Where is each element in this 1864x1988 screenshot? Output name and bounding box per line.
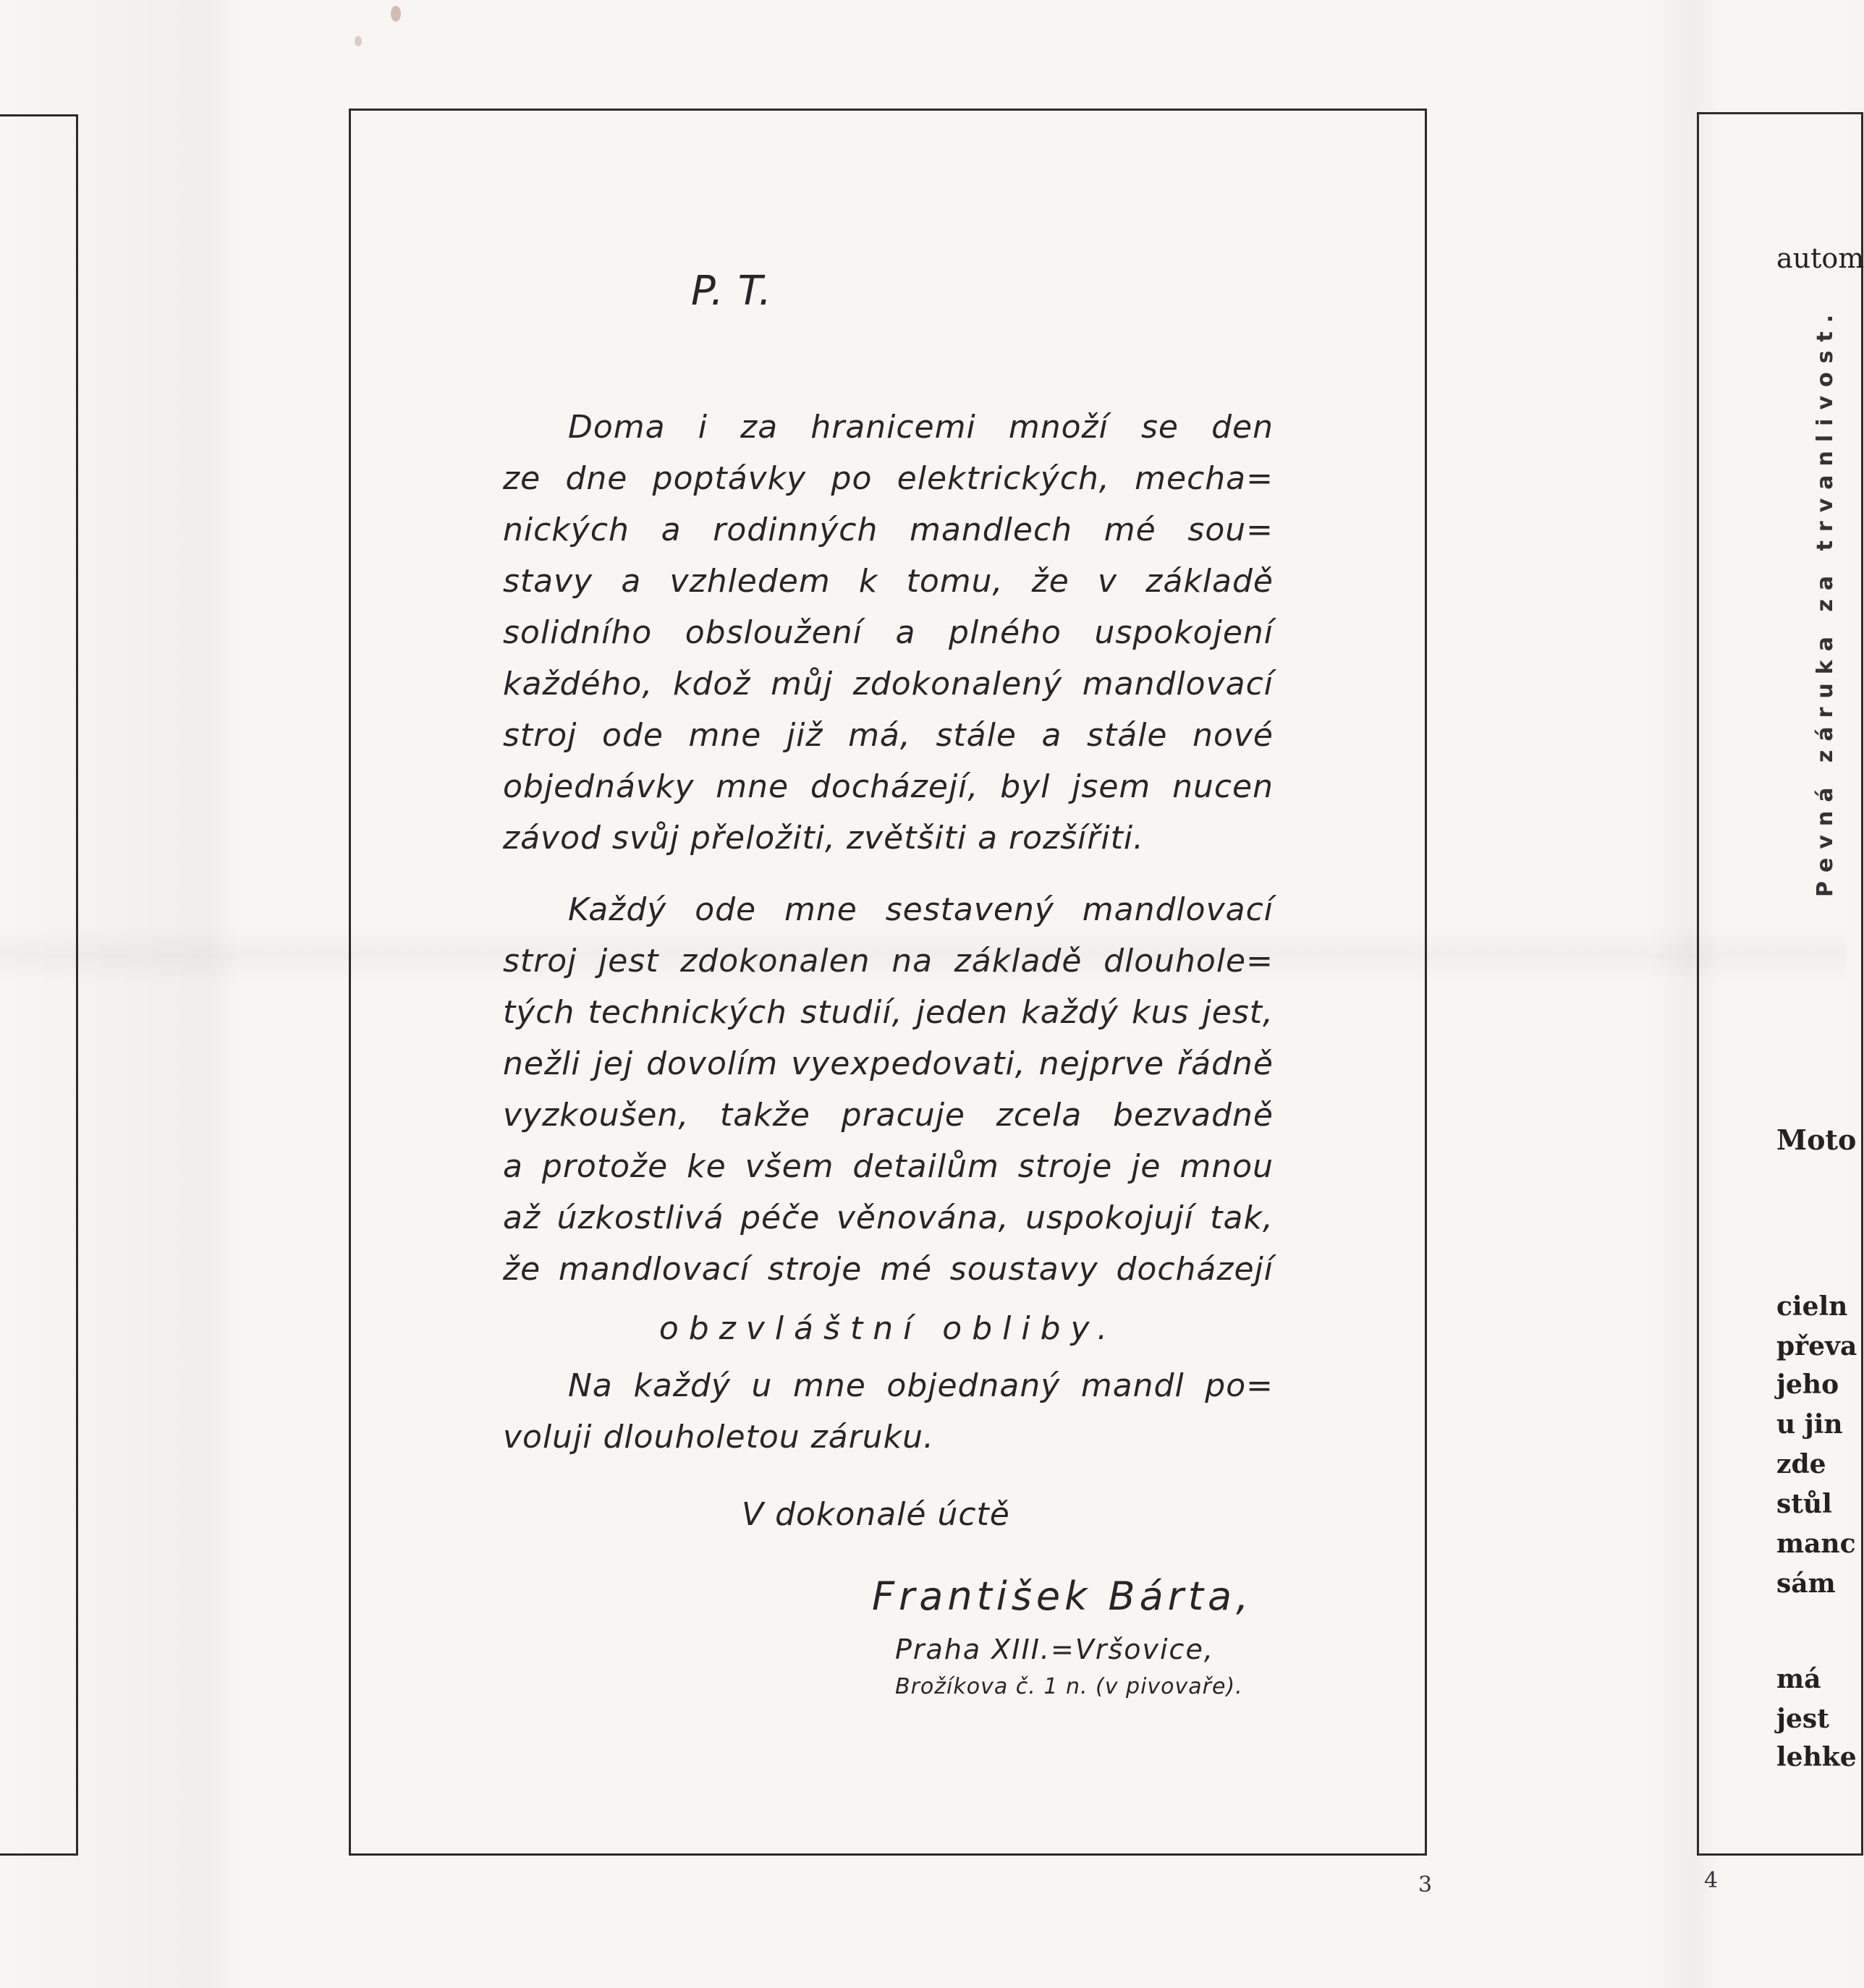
address-line-1: Praha XIII.=Vršovice, bbox=[895, 1634, 1214, 1665]
letter-line: stroj ode mne již má, stále a stále nové bbox=[503, 717, 1274, 754]
letter-line: stroj jest zdokonalen na základě dlouhole= bbox=[503, 943, 1274, 980]
letter-paragraph-1 bbox=[503, 402, 1274, 864]
letter-line: voluji dlouholetou záruku. bbox=[503, 1419, 935, 1456]
letter-line: nežli jej dovolím vyexpedovati, nejprve řádně bbox=[503, 1045, 1274, 1082]
letter-line: tých technických studií, jeden každý kus jest, bbox=[503, 994, 1274, 1031]
right-page-line: zde bbox=[1776, 1449, 1826, 1479]
right-page-top-word: autom bbox=[1776, 242, 1864, 274]
letter-line: každého, kdož můj zdokonalený mandlovací bbox=[503, 666, 1274, 702]
left-page-frame bbox=[0, 114, 78, 1856]
letter-paragraph-3 bbox=[503, 1360, 1274, 1463]
address-line-2: Brožíkova č. 1 n. (v pivovaře). bbox=[895, 1674, 1243, 1699]
letter-line: nických a rodinných mandlech mé sou= bbox=[503, 511, 1274, 548]
right-page-heading: Moto bbox=[1776, 1123, 1857, 1156]
letter-line: až úzkostlivá péče věnována, uspokojují tak, bbox=[503, 1199, 1274, 1236]
emphasis-line: obzvláštní obliby. bbox=[658, 1310, 1118, 1347]
letter-salutation: P. T. bbox=[691, 268, 773, 315]
right-page-line: jest bbox=[1776, 1704, 1829, 1734]
letter-closing: V dokonalé úctě bbox=[742, 1496, 1010, 1533]
letter-line: stavy a vzhledem k tomu, že v základě bbox=[503, 563, 1274, 600]
letter-line: závod svůj přeložiti, zvětšiti a rozšířiti. bbox=[503, 820, 1145, 857]
letter-line: Každý ode mne sestavený mandlovací bbox=[568, 891, 1274, 928]
right-page-line: jeho bbox=[1776, 1369, 1839, 1400]
letter-emphasis bbox=[503, 1303, 1274, 1354]
letter-line: že mandlovací stroje mé soustavy docházejí bbox=[503, 1251, 1274, 1288]
right-page-line: lehke bbox=[1776, 1742, 1857, 1772]
right-page-line: sám bbox=[1776, 1568, 1836, 1599]
right-page-line: manc bbox=[1776, 1529, 1856, 1559]
right-page-line: u jin bbox=[1776, 1409, 1843, 1440]
letter-signature: František Bárta, bbox=[872, 1573, 1253, 1619]
right-page-line: má bbox=[1776, 1664, 1821, 1694]
letter-line: ze dne poptávky po elektrických, mecha= bbox=[503, 460, 1274, 497]
right-page-vertical-text: Pevná záruka za trvanlivost. bbox=[1813, 305, 1838, 897]
letter-line: a protože ke všem detailům stroje je mnou bbox=[503, 1148, 1274, 1185]
paper-stain bbox=[391, 6, 401, 22]
page-number-3: 3 bbox=[1418, 1872, 1433, 1898]
right-page-line: cieln bbox=[1776, 1291, 1848, 1322]
paper-stain bbox=[355, 36, 362, 46]
page-number-4: 4 bbox=[1704, 1868, 1719, 1893]
letter-line: Doma i za hranicemi množí se den bbox=[568, 409, 1274, 446]
letter-line: vyzkoušen, takže pracuje zcela bezvadně bbox=[503, 1097, 1274, 1134]
letter-line: Na každý u mne objednaný mandl po= bbox=[568, 1367, 1274, 1404]
letter-line: objednávky mne docházejí, byl jsem nucen bbox=[503, 768, 1274, 805]
letter-line: solidního obsloužení a plného uspokojení bbox=[503, 614, 1274, 651]
letter-paragraph-2 bbox=[503, 884, 1274, 1295]
right-page-line: převa bbox=[1776, 1331, 1857, 1362]
right-page-line: stůl bbox=[1776, 1489, 1832, 1519]
